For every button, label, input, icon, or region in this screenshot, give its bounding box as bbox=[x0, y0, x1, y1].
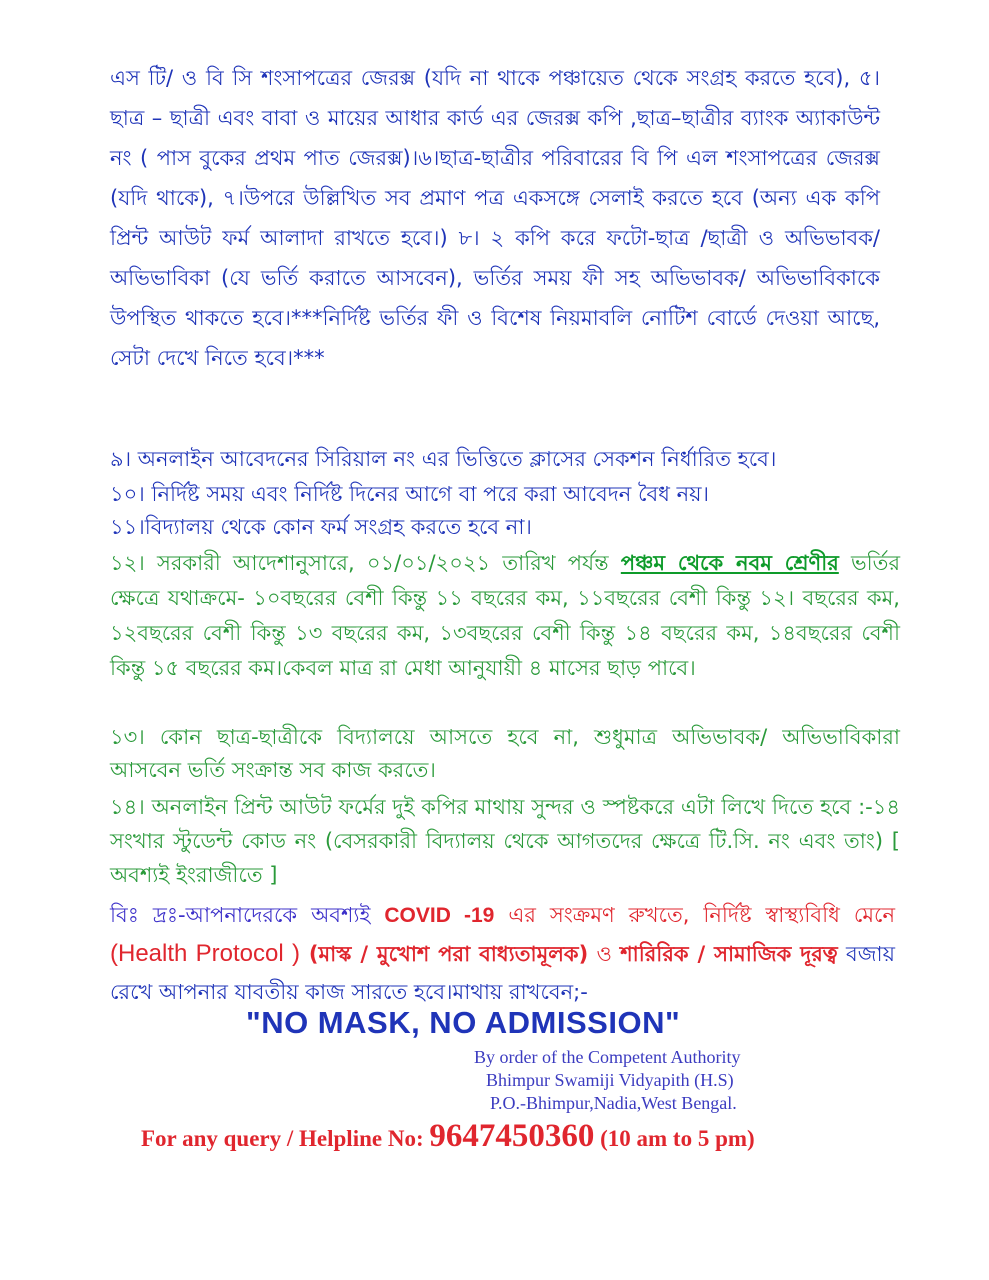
authority-line-3: P.O.-Bhimpur,Nadia,West Bengal. bbox=[490, 1093, 737, 1113]
helpline bbox=[141, 1118, 755, 1155]
authority-signature bbox=[474, 1046, 740, 1115]
rule-10: ১০। নির্দিষ্ট সময় এবং নির্দিষ্ট দিনের আগে বা পরে করা আবেদন বৈধ নয়। bbox=[110, 482, 710, 506]
helpline-label: For any query / Helpline No: bbox=[141, 1126, 430, 1151]
rule-12-class-range: পঞ্চম থেকে নবম শ্রেণীর bbox=[620, 551, 839, 575]
notice-and: ও bbox=[588, 942, 621, 966]
notice-covid: COVID -19 bbox=[384, 904, 495, 927]
notice-part2: এর সংক্রমণ রুখতে, নির্দিষ্ট স্বাস্থ্যবিধি মেনে bbox=[494, 903, 895, 927]
helpline-hours: (10 am to 5 pm) bbox=[594, 1126, 755, 1151]
helpline-number: 9647450360 bbox=[429, 1118, 595, 1154]
notice-end: বজায় রেখে আপনার যাবতীয় কাজ সারতে হবে।মাথায় রাখবেন;- bbox=[110, 942, 895, 1004]
rule-12-start: ১২। সরকারী আদেশানুসারে, ০১/০১/২০২১ তারিখ পর্যন্ত bbox=[110, 551, 621, 575]
notice-distance: শারিরিক / সামাজিক দূরত্ব bbox=[620, 942, 838, 966]
slogan: "NO MASK, NO ADMISSION" bbox=[246, 1005, 681, 1040]
rule-13: ১৩। কোন ছাত্র-ছাত্রীকে বিদ্যালয়ে আসতে হবে না, শুধুমাত্র অভিভাবক/ অভিভাবিকারা আসবেন ভর্তি সংক্রান্ত সব কাজ করতে। bbox=[110, 725, 900, 782]
rule-12-rest: ভর্তির ক্ষেত্রে যথাক্রমে- ১০বছরের বেশী কিন্তু ১১ বছরের কম, ১১বছরের বেশী কিন্তু ১২। বছরের কম, ১২বছরের বেশী কিন্তু ১৩ বছরের কম, ১৩বছরের বেশী কিন্তু ১৪ বছরের কম, ১৪বছরের বেশী কিন্তু ১৫ বছরের কম।কেবল মাত্র রা মেধা আনুযায়ী ৪ মাসের ছাড় পাবে। bbox=[110, 551, 900, 680]
authority-line-1: By order of the Competent Authority bbox=[474, 1047, 741, 1067]
intro-paragraph: এস টি/ ও বি সি শংসাপত্রের জেরক্স (যদি না থাকে পঞ্চায়েত থেকে সংগ্রহ করতে হবে), ৫।ছাত্র – ছাত্রী এবং বাবা ও মায়ের আধার কার্ড এর জেরক্স কপি ,ছাত্র–ছাত্রীর ব্যাংক অ্যাকাউন্ট নং ( পাস বুকের প্রথম পাত জেরক্স)।৬।ছাত্র-ছাত্রীর পরিবারের বি পি এল শংসাপত্রের জেরক্স (যদি থাকে), ৭।উপরে উল্লিখিত সব প্রমাণ পত্র একসঙ্গে সেলাই করতে হবে (অন্য এক কপি প্রিন্ট আউট ফর্ম আলাদা রাখতে হবে।) ৮। ২ কপি করে ফটো-ছাত্র /ছাত্রী ও অভিভাবক/ অভিভাবিকা (যে ভর্তি করাতে আসবেন), ভর্তির সময় ফী সহ অভিভাবক/ অভিভাবিকাকে উপস্থিত থাকতে হবে।***নির্দিষ্ট ভর্তির ফী ও বিশেষ নিয়মাবলি নোটিশ বোর্ডে দেওয়া আছে, সেটা দেখে নিতে হবে।*** bbox=[110, 66, 880, 370]
notice-mask: (মাস্ক / মুখোশ পরা বাধ্যতামূলক) bbox=[299, 942, 589, 966]
notice-health-protocol: (Health Protocol ) bbox=[110, 940, 300, 967]
rule-9: ৯। অনলাইন আবেদনের সিরিয়াল নং এর ভিত্তিতে ক্লাসের সেকশন নির্ধারিত হবে। bbox=[110, 447, 777, 471]
covid-notice bbox=[110, 896, 895, 1011]
notice-lead: বিঃ দ্রঃ-আপনাদেরকে অবশ্যই bbox=[110, 903, 385, 927]
rule-14: ১৪। অনলাইন প্রিন্ট আউট ফর্মের দুই কপির মাথায় সুন্দর ও স্পষ্টকরে এটা লিখে দিতে হবে :-১৪ সংখার স্টুডেন্ট কোড নং (বেসরকারী বিদ্যালয় থেকে আগতদের ক্ষেত্রে টি.সি. নং এবং তাং) [ অবশ্যই ইংরাজীতে ] bbox=[110, 795, 900, 887]
rule-12 bbox=[110, 546, 900, 686]
rule-11: ১১।বিদ্যালয় থেকে কোন ফর্ম সংগ্রহ করতে হবে না। bbox=[110, 515, 532, 539]
authority-line-2: Bhimpur Swamiji Vidyapith (H.S) bbox=[486, 1070, 734, 1090]
